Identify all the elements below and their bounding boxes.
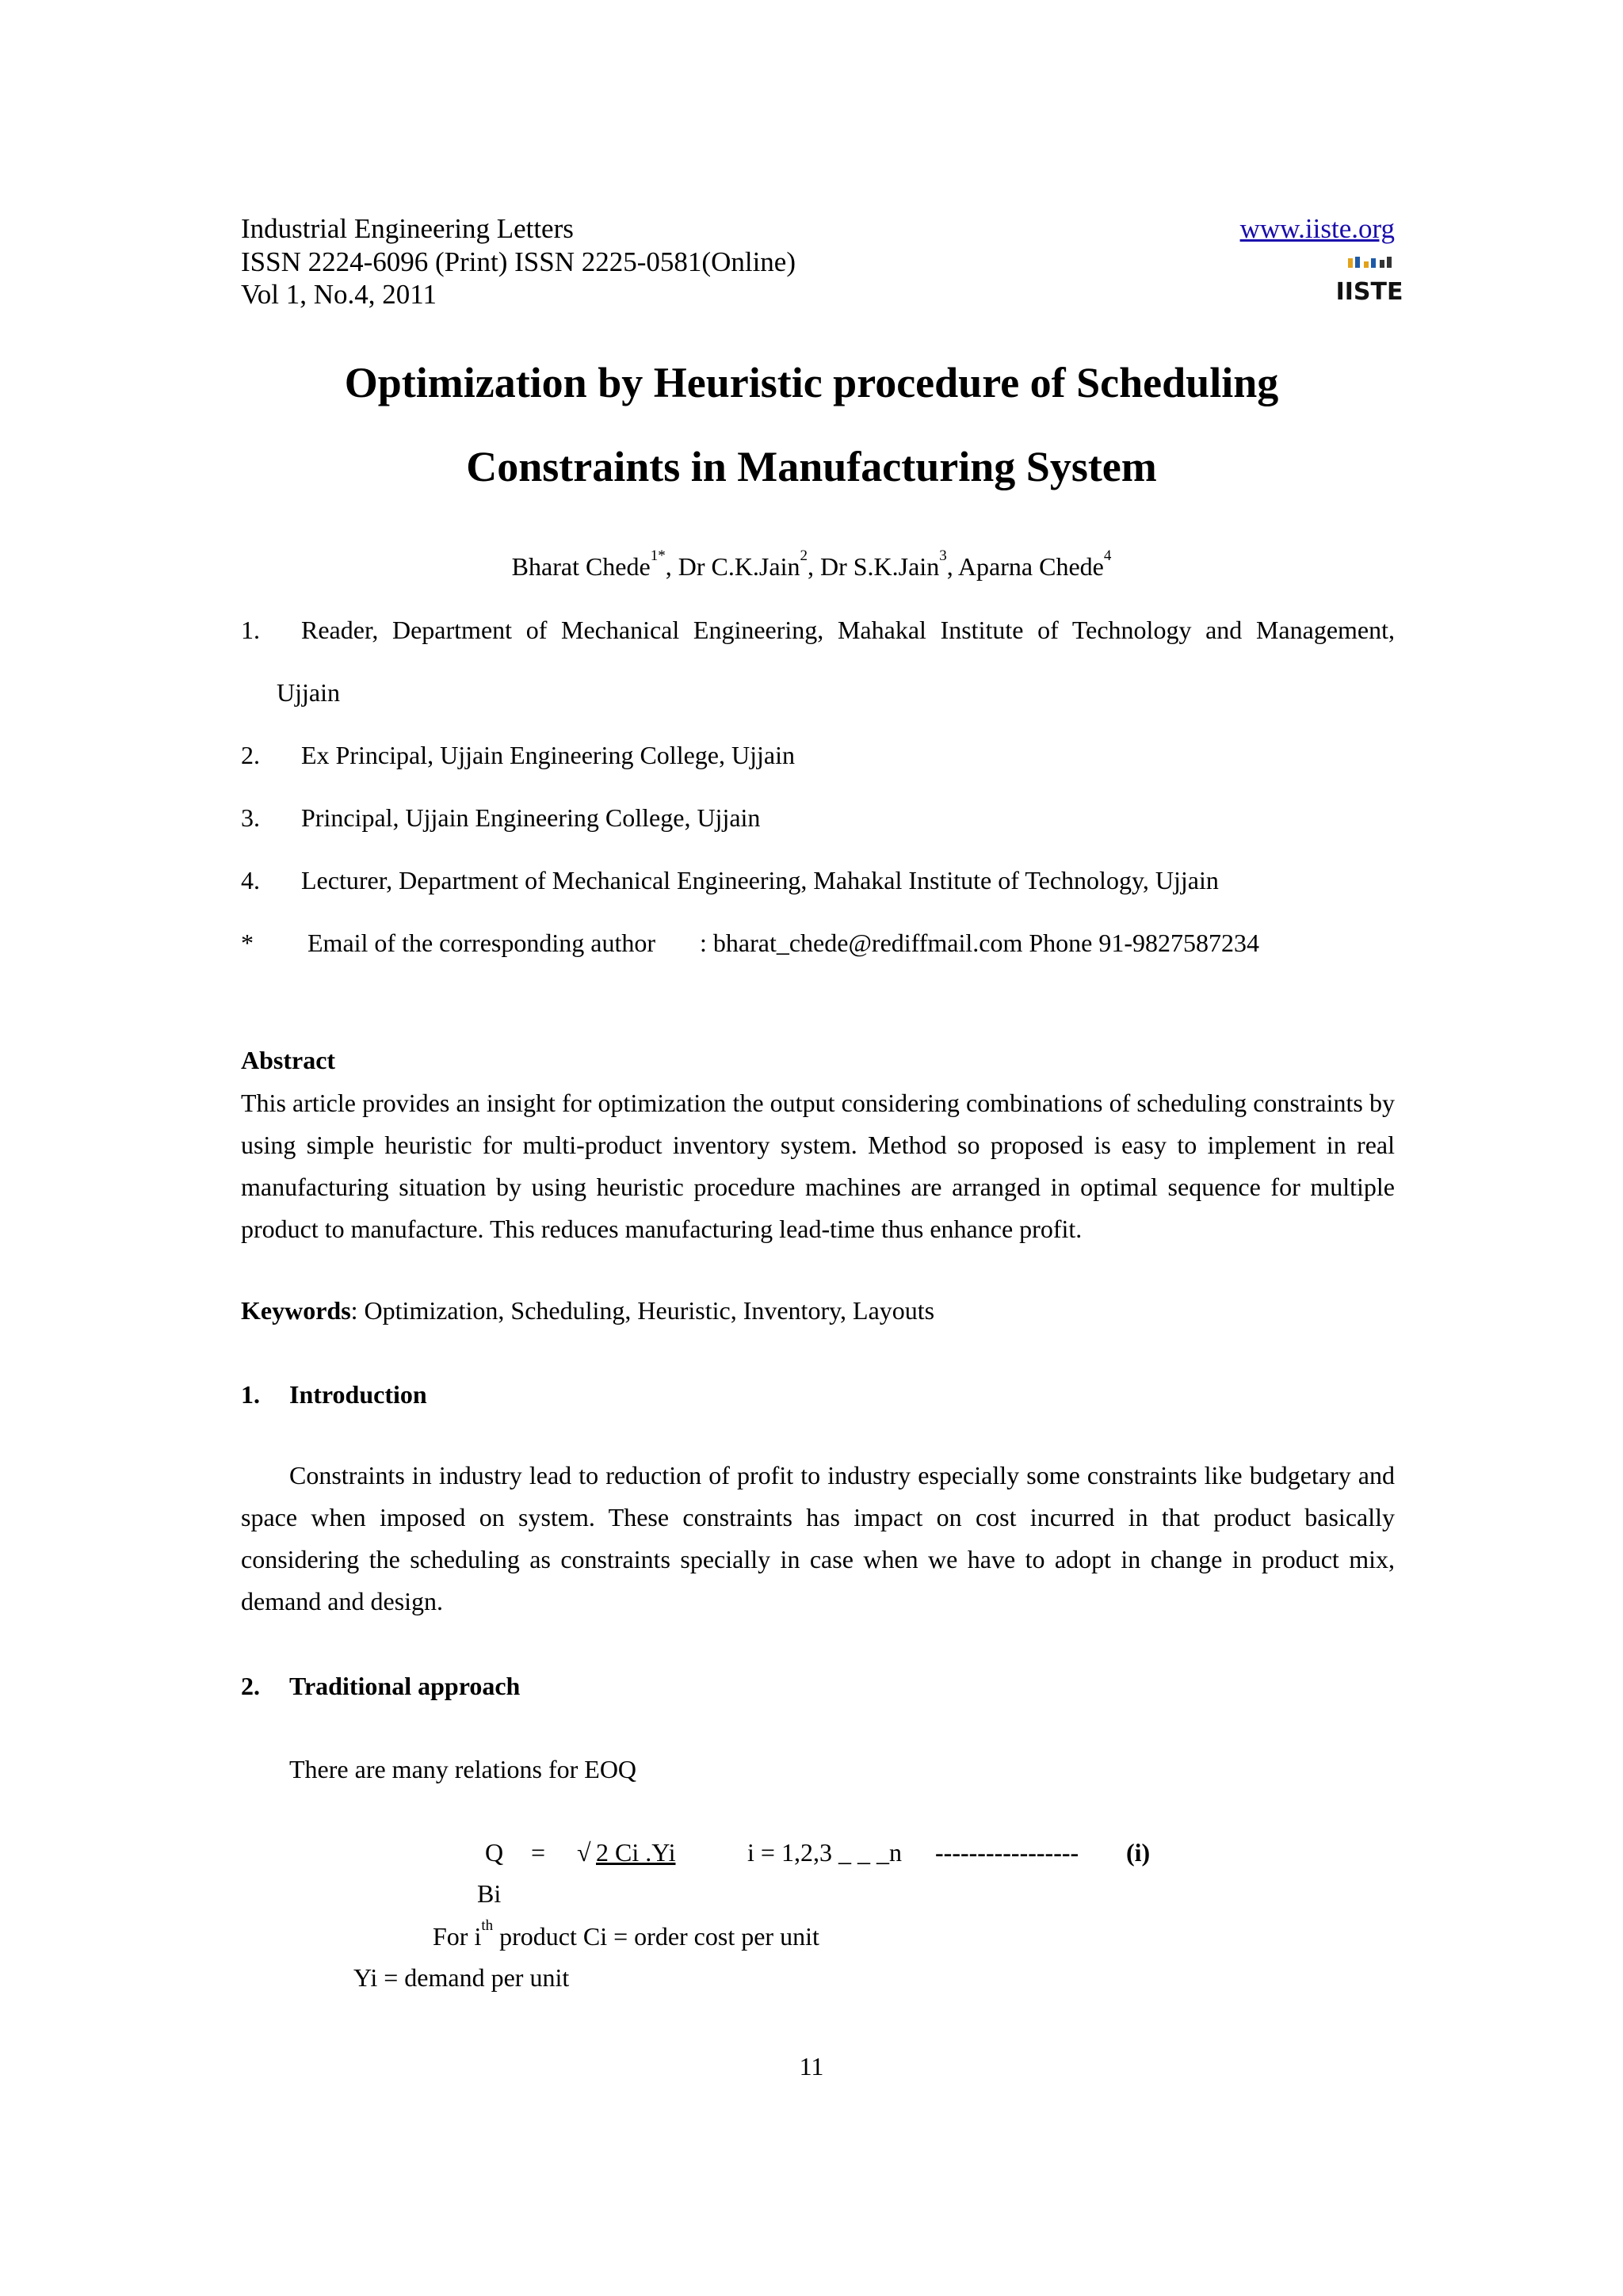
equation-denominator: Bi xyxy=(477,1879,502,1908)
author-4: , Aparna Chede xyxy=(946,552,1104,581)
affiliation-2-text: Ex Principal, Ujjain Engineering College, Ujjain xyxy=(301,741,795,769)
volume: Vol 1, No.4, 2011 xyxy=(241,279,437,310)
equation-label: (i) xyxy=(1126,1838,1151,1867)
affiliation-2-num: 2. xyxy=(241,741,260,769)
author-4-sup: 4 xyxy=(1103,547,1112,564)
author-1-sup: 1* xyxy=(650,547,666,564)
equation-equals: = xyxy=(531,1838,546,1867)
definition-ci xyxy=(433,1917,819,1951)
logo-text: IISTE xyxy=(1335,278,1403,306)
section-2-body: There are many relations for EOQ xyxy=(289,1755,637,1783)
section-1-number: 1. xyxy=(241,1380,260,1409)
section-2-title: Traditional approach xyxy=(289,1672,521,1700)
definition-for: For i xyxy=(433,1922,482,1951)
definition-ci-text: product Ci = order cost per unit xyxy=(493,1922,819,1951)
affiliation-4-num: 4. xyxy=(241,866,260,894)
affiliation-3-num: 3. xyxy=(241,803,260,832)
corresponding-contact: : bharat_chede@rediffmail.com Phone 91-9827587234 xyxy=(700,929,1260,957)
section-1-title: Introduction xyxy=(289,1380,427,1409)
definition-yi: Yi = demand per unit xyxy=(353,1963,570,1992)
page-number: 11 xyxy=(799,2052,824,2081)
journal-url-link[interactable]: www.iiste.org xyxy=(1239,213,1395,244)
affiliation-4-text: Lecturer, Department of Mechanical Engineering, Mahakal Institute of Technology, Ujjain xyxy=(301,866,1219,894)
title-line-1: Optimization by Heuristic procedure of Scheduling xyxy=(344,359,1279,406)
equation-lhs: Q xyxy=(485,1838,504,1867)
author-3: , Dr S.K.Jain xyxy=(807,552,940,581)
keywords-label: Keywords xyxy=(241,1296,351,1325)
affiliation-1-text: Reader, Department of Mechanical Engineering, Mahakal Institute of Technology and Management, xyxy=(301,616,1395,644)
equation-sqrt: √ xyxy=(577,1838,591,1867)
corresponding-star: * xyxy=(241,929,254,957)
author-line xyxy=(0,547,1623,582)
equation-range: i = 1,2,3 _ _ _n xyxy=(747,1838,902,1867)
author-1: Bharat Chede xyxy=(511,552,651,581)
affiliation-1-num: 1. xyxy=(241,616,260,644)
affiliation-1-cont: Ujjain xyxy=(277,678,340,707)
journal-name: Industrial Engineering Letters xyxy=(241,213,574,244)
issn: ISSN 2224-6096 (Print) ISSN 2225-0581(Online) xyxy=(241,246,796,277)
author-3-sup: 3 xyxy=(939,547,947,564)
corresponding-label: Email of the corresponding author xyxy=(307,929,655,957)
section-2-number: 2. xyxy=(241,1672,260,1700)
equation-numerator: 2 Ci .Yi xyxy=(596,1838,676,1867)
author-2: , Dr C.K.Jain xyxy=(665,552,800,581)
definition-sup: th xyxy=(481,1917,494,1934)
keywords-line xyxy=(241,1296,934,1325)
section-1-body: Constraints in industry lead to reduction of profit to industry especially some constraints like budgetary and space when imposed on system. These constraints has impact on cost incurred in that product basically considering the scheduling as constraints specially in case when we have to adopt in change in product mix, demand and design. xyxy=(241,1461,1395,1615)
equation-dashes: ----------------- xyxy=(935,1838,1079,1867)
affiliation-3-text: Principal, Ujjain Engineering College, Ujjain xyxy=(301,803,761,832)
iiste-logo xyxy=(1335,255,1403,307)
author-2-sup: 2 xyxy=(800,547,808,564)
keywords-text: : Optimization, Scheduling, Heuristic, Inventory, Layouts xyxy=(350,1296,935,1325)
abstract-heading: Abstract xyxy=(241,1046,336,1074)
abstract-body: This article provides an insight for optimization the output considering combinations of scheduling constraints by using simple heuristic for multi-product inventory system. Method so proposed is easy to implement in real manufacturing situation by using heuristic procedure machines are arranged in optimal sequence for multiple product to manufacture. This reduces manufacturing lead-time thus enhance profit. xyxy=(241,1089,1395,1243)
title-line-2: Constraints in Manufacturing System xyxy=(466,443,1157,490)
